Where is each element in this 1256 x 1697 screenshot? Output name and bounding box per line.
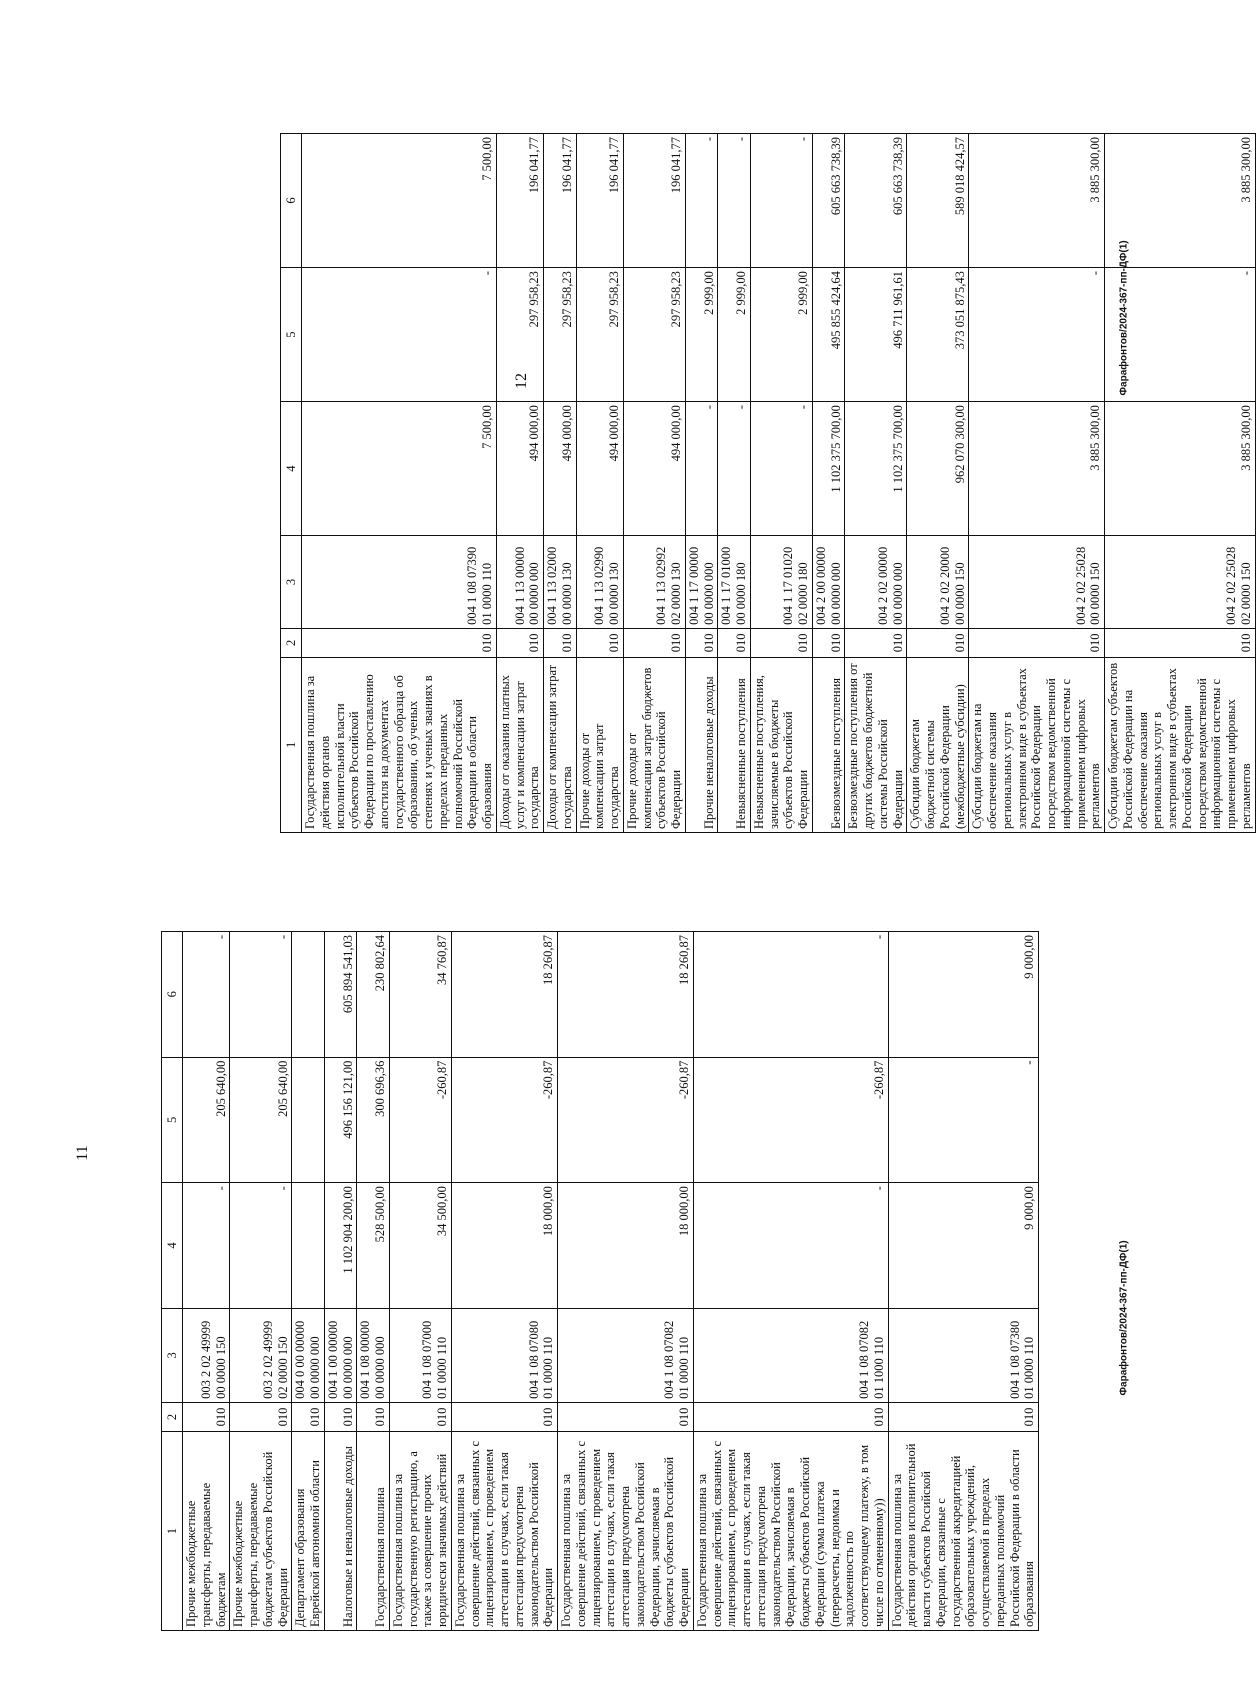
row-unexecuted: 3 885 300,00	[1105, 134, 1256, 268]
page-number: 12	[513, 373, 530, 389]
column-header: 6	[162, 932, 183, 1058]
row-name: Налоговые и неналоговые доходы	[324, 1432, 357, 1631]
row-budget-code: 004 1 08 00000 00 0000 000	[357, 1308, 390, 1402]
table-row	[969, 134, 1105, 833]
row-unexecuted: 18 260,87	[558, 932, 694, 1058]
row-unexecuted: -	[183, 932, 230, 1058]
row-approved: 3 885 300,00	[969, 402, 1105, 536]
table-row	[292, 932, 325, 1631]
row-code-line: 010	[845, 628, 907, 657]
table-row	[812, 134, 845, 833]
row-budget-code: 004 1 13 00000 00 0000 000	[496, 536, 543, 629]
document-footer: Фарафонтов/2024-367-пп-ДФ(1)	[1118, 1240, 1130, 1396]
table-row	[389, 932, 451, 1631]
row-approved: 34 500,00	[389, 1183, 451, 1309]
table-row	[907, 134, 969, 833]
row-approved: 494 000,00	[544, 402, 577, 536]
row-name: Государственная пошлина за действия органов исполнительной власти субъектов Российской Федерации по проставлению апостиля на документах государственного образца об образовании, об ученых степенях и ученых званиях в пределах переданных полномочий Российской Федерации в области образования	[302, 657, 497, 832]
table-row	[357, 932, 390, 1631]
row-unexecuted: 18 260,87	[451, 932, 557, 1058]
row-budget-code: 004 2 02 25028 00 0000 150	[969, 536, 1105, 629]
row-unexecuted: 605 894 541,03	[324, 932, 357, 1058]
row-unexecuted: -	[750, 134, 812, 268]
table-row	[302, 134, 497, 833]
row-unexecuted: 196 041,77	[496, 134, 543, 268]
row-budget-code: 004 2 02 25028 02 0000 150	[1105, 536, 1256, 629]
row-code-line: 010	[888, 1402, 1039, 1431]
table-row	[496, 134, 543, 833]
row-code-line: 010	[685, 628, 718, 657]
row-name: Прочие межбюджетные трансферты, передаваемые бюджетам	[183, 1432, 230, 1631]
row-name: Невыясненные поступления	[718, 657, 751, 832]
row-name: Безвозмездные поступления	[812, 657, 845, 832]
row-name: Государственная пошлина за действия органов исполнительной власти субъектов Российской Федерации, связанные с государственной аккредитацией образовательных учреждений, осуществляемой в пределах переданных полномочий Российской Федерации в области образования	[888, 1432, 1039, 1631]
row-code-line: 010	[324, 1402, 357, 1431]
row-budget-code: 004 1 13 02990 00 0000 130	[576, 536, 623, 629]
table-row	[685, 134, 718, 833]
column-header: 1	[281, 657, 302, 832]
row-executed: -	[888, 1057, 1039, 1183]
row-code-line: 010	[183, 1402, 230, 1431]
row-code-line: 010	[812, 628, 845, 657]
row-code-line: 010	[750, 628, 812, 657]
row-code-line: 010	[1105, 628, 1256, 657]
row-executed: 2 999,00	[685, 268, 718, 402]
row-unexecuted: 9 000,00	[888, 932, 1039, 1058]
row-budget-code: 004 1 17 00000 00 0000 000	[685, 536, 718, 629]
row-approved: -	[750, 402, 812, 536]
row-name: Прочие неналоговые доходы	[685, 657, 718, 832]
column-header: 3	[281, 536, 302, 629]
row-unexecuted: 605 663 738,39	[845, 134, 907, 268]
row-unexecuted: 589 018 424,57	[907, 134, 969, 268]
column-header: 5	[281, 268, 302, 402]
row-unexecuted: 196 041,77	[623, 134, 685, 268]
row-unexecuted: 7 500,00	[302, 134, 497, 268]
row-budget-code: 004 0 00 00000 00 0000 000	[292, 1308, 325, 1402]
row-budget-code: 003 2 02 49999 00 0000 150	[183, 1308, 230, 1402]
table-row	[558, 932, 694, 1631]
row-executed: -	[969, 268, 1105, 402]
row-approved: -	[230, 1183, 292, 1309]
column-header: 2	[162, 1402, 183, 1431]
row-approved: 1 102 375 700,00	[812, 402, 845, 536]
row-unexecuted: -	[685, 134, 718, 268]
page-number: 11	[74, 1145, 91, 1161]
row-approved: 494 000,00	[576, 402, 623, 536]
row-approved: -	[685, 402, 718, 536]
table-header-row	[162, 932, 183, 1631]
row-name: Государственная пошлина	[357, 1432, 390, 1631]
row-name: Департамент образования Еврейской автономной области	[292, 1432, 325, 1631]
row-code-line: 010	[969, 628, 1105, 657]
table-row	[693, 932, 888, 1631]
table-header-row	[281, 134, 302, 833]
row-budget-code: 004 1 17 01000 00 0000 180	[718, 536, 751, 629]
row-unexecuted: 196 041,77	[544, 134, 577, 268]
row-budget-code: 004 1 08 07000 01 0000 110	[389, 1308, 451, 1402]
row-budget-code: 004 1 08 07380 01 0000 110	[888, 1308, 1039, 1402]
row-name: Невыясненные поступления, зачисляемые в бюджеты субъектов Российской Федерации	[750, 657, 812, 832]
row-executed: 205 640,00	[230, 1057, 292, 1183]
column-header: 3	[162, 1308, 183, 1402]
row-code-line: 010	[576, 628, 623, 657]
row-code-line: 010	[496, 628, 543, 657]
row-code-line: 010	[907, 628, 969, 657]
row-budget-code: 004 2 00 00000 00 0000 000	[812, 536, 845, 629]
row-unexecuted	[292, 932, 325, 1058]
row-code-line: 010	[693, 1402, 888, 1431]
row-name: Доходы от оказания платных услуг и компенсации затрат государства	[496, 657, 543, 832]
page-11-table-block	[161, 931, 1037, 1631]
row-approved: 494 000,00	[496, 402, 543, 536]
row-budget-code: 004 1 08 07080 01 0000 110	[451, 1308, 557, 1402]
row-name: Прочие доходы от компенсации затрат бюджетов субъектов Российской Федерации	[623, 657, 685, 832]
row-unexecuted: -	[718, 134, 751, 268]
column-header: 1	[162, 1432, 183, 1631]
page-11-table	[161, 931, 1039, 1631]
row-approved: 962 070 300,00	[907, 402, 969, 536]
row-executed: -260,87	[693, 1057, 888, 1183]
row-name: Субсидии бюджетам субъектов Российской Федерации на обеспечение оказания региональных услуг в электронном виде в субъектах Российской Федерации посредством ведомственной информационной системы с применением цифровых регламентов	[1105, 657, 1256, 832]
row-executed: 297 958,23	[544, 268, 577, 402]
row-budget-code: 004 1 00 00000 00 0000 000	[324, 1308, 357, 1402]
row-budget-code: 004 1 13 02992 02 0000 130	[623, 536, 685, 629]
row-executed: 2 999,00	[750, 268, 812, 402]
column-header: 4	[281, 402, 302, 536]
row-budget-code: 004 1 08 07082 01 0000 110	[558, 1308, 694, 1402]
page-12-table	[280, 133, 1256, 833]
row-code-line: 010	[451, 1402, 557, 1431]
column-header: 6	[281, 134, 302, 268]
row-executed: -	[1105, 268, 1256, 402]
row-name: Прочие межбюджетные трансферты, передаваемые бюджетам субъектов Российской Федерации	[230, 1432, 292, 1631]
table-row	[230, 932, 292, 1631]
row-approved: 528 500,00	[357, 1183, 390, 1309]
row-unexecuted: -	[230, 932, 292, 1058]
row-executed: 495 855 424,64	[812, 268, 845, 402]
row-unexecuted: 3 885 300,00	[969, 134, 1105, 268]
row-executed: 496 711 961,61	[845, 268, 907, 402]
row-approved: 1 102 904 200,00	[324, 1183, 357, 1309]
row-executed: 300 696,36	[357, 1057, 390, 1183]
table-row	[324, 932, 357, 1631]
row-executed: 496 156 121,00	[324, 1057, 357, 1183]
column-header: 4	[162, 1183, 183, 1309]
row-executed: 373 051 875,43	[907, 268, 969, 402]
row-approved: 1 102 375 700,00	[845, 402, 907, 536]
row-budget-code: 003 2 02 49999 02 0000 150	[230, 1308, 292, 1402]
row-unexecuted: 605 663 738,39	[812, 134, 845, 268]
row-executed: -260,87	[558, 1057, 694, 1183]
row-name: Безвозмездные поступления от других бюджетов бюджетной системы Российской Федерации	[845, 657, 907, 832]
row-executed: 297 958,23	[496, 268, 543, 402]
row-approved: 18 000,00	[558, 1183, 694, 1309]
row-name: Прочие доходы от компенсации затрат государства	[576, 657, 623, 832]
row-approved: 9 000,00	[888, 1183, 1039, 1309]
row-name: Государственная пошлина за совершение действий, связанных с лицензированием, с проведением аттестации в случаях, если такая аттестация предусмотрена законодательством Российской Федерации, зачисляемая в бюджеты субъектов Российской Федерации (сумма платежа (перерасчеты, недоимка и задолженность по соответствующему платежу, в том числе по отмененному))	[693, 1432, 888, 1631]
row-budget-code: 004 2 02 00000 00 0000 000	[845, 536, 907, 629]
column-header: 5	[162, 1057, 183, 1183]
row-budget-code: 004 2 02 20000 00 0000 150	[907, 536, 969, 629]
table-row	[718, 134, 751, 833]
row-budget-code: 004 1 13 02000 00 0000 130	[544, 536, 577, 629]
row-executed: 297 958,23	[623, 268, 685, 402]
row-budget-code: 004 1 17 01020 02 0000 180	[750, 536, 812, 629]
table-row	[544, 134, 577, 833]
row-approved: -	[693, 1183, 888, 1309]
table-row	[576, 134, 623, 833]
row-code-line: 010	[230, 1402, 292, 1431]
row-unexecuted: 196 041,77	[576, 134, 623, 268]
row-unexecuted: 230 802,64	[357, 932, 390, 1058]
row-name: Субсидии бюджетам бюджетной системы Российской Федерации (межбюджетные субсидии)	[907, 657, 969, 832]
row-name: Субсидии бюджетам на обеспечение оказания региональных услуг в электронном виде в субъектах Российской Федерации посредством ведомственной информационной системы с применением цифровых регламентов	[969, 657, 1105, 832]
row-name: Государственная пошлина за совершение действий, связанных с лицензированием, с проведением аттестации в случаях, если такая аттестация предусмотрена законодательством Российской Федерации, зачисляемая в бюджеты субъектов Российской Федерации	[558, 1432, 694, 1631]
row-approved: 494 000,00	[623, 402, 685, 536]
row-name: Государственная пошлина за совершение действий, связанных с лицензированием, с проведением аттестации в случаях, если такая аттестация предусмотрена законодательством Российской Федерации	[451, 1432, 557, 1631]
row-code-line: 010	[357, 1402, 390, 1431]
row-code-line: 010	[389, 1402, 451, 1431]
row-executed: -260,87	[389, 1057, 451, 1183]
table-row	[451, 932, 557, 1631]
table-row	[845, 134, 907, 833]
row-approved: -	[183, 1183, 230, 1309]
row-code-line: 010	[623, 628, 685, 657]
row-executed: 297 958,23	[576, 268, 623, 402]
row-approved	[292, 1183, 325, 1309]
row-unexecuted: -	[693, 932, 888, 1058]
table-row	[888, 932, 1039, 1631]
row-budget-code: 004 1 08 07390 01 0000 110	[302, 536, 497, 629]
table-row	[183, 932, 230, 1631]
row-code-line: 010	[302, 628, 497, 657]
row-approved: 7 500,00	[302, 402, 497, 536]
table-row	[750, 134, 812, 833]
row-approved: 3 885 300,00	[1105, 402, 1256, 536]
row-executed	[292, 1057, 325, 1183]
document-footer: Фарафонтов/2024-367-пп-ДФ(1)	[1118, 240, 1130, 396]
column-header: 2	[281, 628, 302, 657]
row-approved: -	[718, 402, 751, 536]
row-approved: 18 000,00	[451, 1183, 557, 1309]
row-unexecuted: 34 760,87	[389, 932, 451, 1058]
row-executed: -260,87	[451, 1057, 557, 1183]
row-code-line: 010	[718, 628, 751, 657]
row-code-line: 010	[292, 1402, 325, 1431]
row-code-line: 010	[544, 628, 577, 657]
row-name: Государственная пошлина за государственную регистрацию, а также за совершение прочих юридически значимых действий	[389, 1432, 451, 1631]
table-row	[623, 134, 685, 833]
row-executed: 205 640,00	[183, 1057, 230, 1183]
row-name: Доходы от компенсации затрат государства	[544, 657, 577, 832]
row-executed: 2 999,00	[718, 268, 751, 402]
row-executed: -	[302, 268, 497, 402]
row-budget-code: 004 1 08 07082 01 1000 110	[693, 1308, 888, 1402]
row-code-line: 010	[558, 1402, 694, 1431]
